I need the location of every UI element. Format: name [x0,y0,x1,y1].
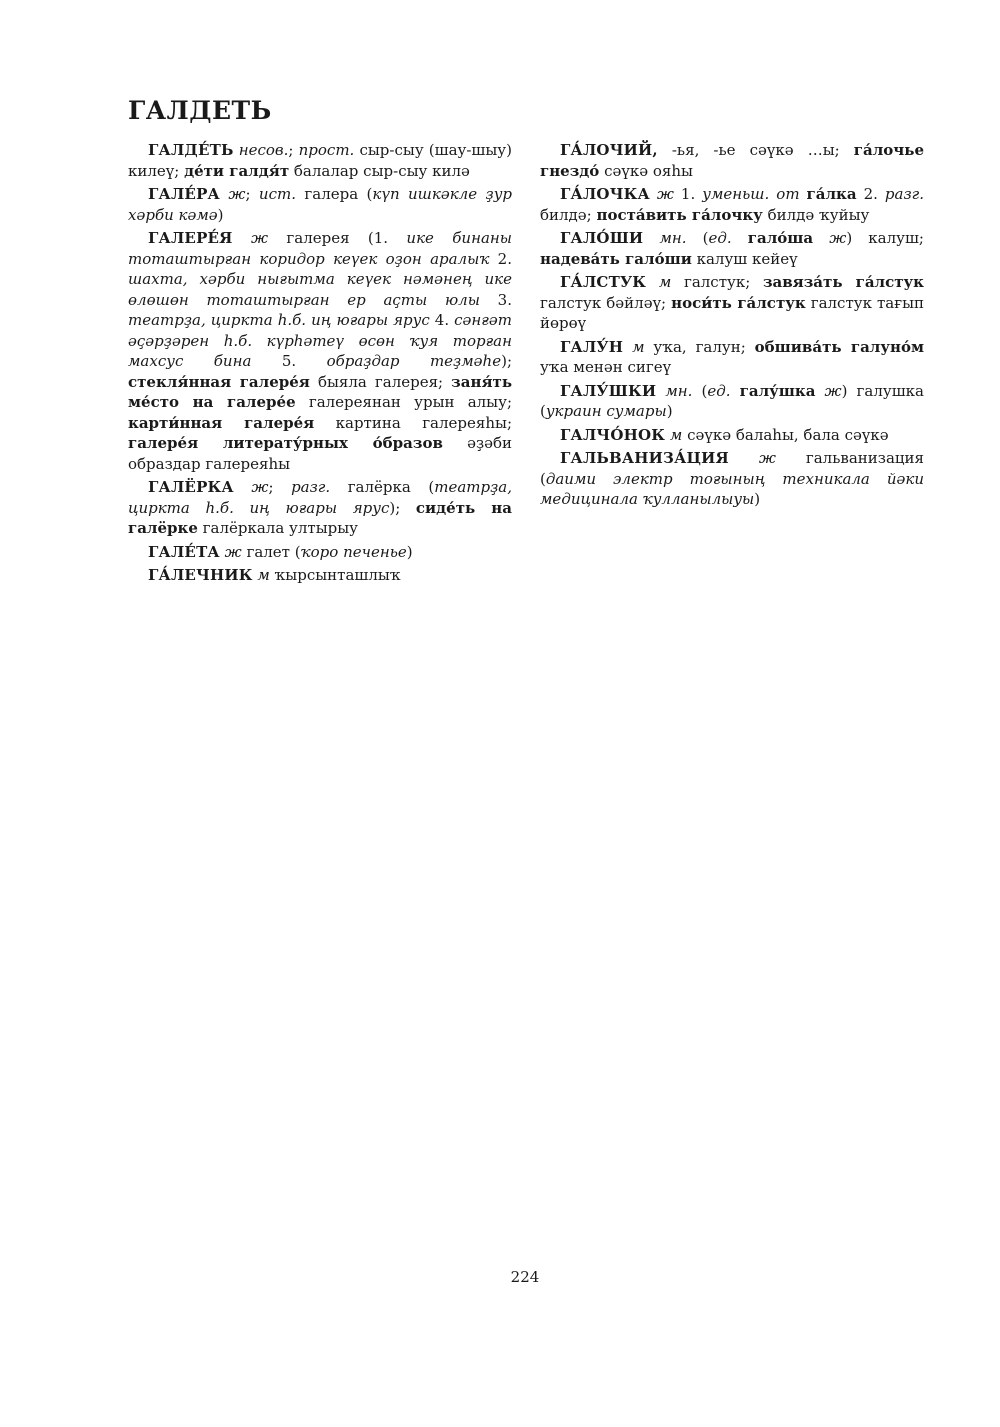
entry-text: сәүкә ояһы [599,161,693,180]
entry-phrase: завяза́ть га́лстук [762,273,924,291]
entry-headword: ГА́ЛЕЧНИК [148,566,253,584]
entry-text [646,273,659,291]
entry-phrase: галере́я литерату́рных о́бразов [128,434,443,452]
entry-phrase: гало́ша [747,229,814,247]
entry-phrase: сиде́ть на галёрке [128,498,512,537]
entry-label: даими электр тоғының техникала йәки медицинала ҡулланылыуы [540,469,924,508]
entry-label: разг. [884,185,924,203]
entry-text: калуш кейеү [691,249,798,268]
entry-phrase: носи́ть га́лстук [671,293,806,312]
entry-label: м [257,566,270,584]
entry-phrase: га́лочье гнездо́ [540,141,924,180]
entry-phrase: де́ти галдя́т [184,161,290,180]
entry-text: ); [389,498,416,517]
entry-text: галстук; [671,273,763,291]
entry-phrase: галу́шка [739,381,816,400]
entry-label: театрҙа, циркта һ.б. иң юғары ярус [128,478,512,517]
entry-text: сыр-сыу (шау-шыу) килеү; [128,141,512,180]
entry-headword: ГАЛУ́Н [560,337,624,356]
entry-text: -ья, -ье сәүкә …ы; [657,141,854,159]
entry-text [729,449,759,467]
dictionary-entry [540,272,924,334]
entry-phrase: надева́ть гало́ши [540,249,692,268]
entry-text: ; [288,141,299,159]
dictionary-entry [128,565,512,586]
dictionary-entry [128,140,512,181]
dictionary-entry [540,228,924,269]
entry-text: галёркала ултырыу [197,519,358,537]
entry-text: галереянан урын алыу; [295,393,512,411]
entry-text: ; [245,185,259,203]
entry-headword: ГА́ЛСТУК [560,273,647,291]
entry-text [650,185,657,203]
dictionary-entry [128,477,512,539]
entry-phrase: поста́вить га́лочку [596,205,763,224]
entry-label: ж [224,542,242,561]
dictionary-entry [540,381,924,422]
entry-text: 2. [856,185,885,203]
entry-label: мн. [665,381,693,400]
entry-text: 2. [489,249,512,268]
dictionary-entry [128,184,512,225]
entry-text: билдә ҡуйыу [762,205,870,224]
entry-label: разг. [291,478,331,496]
entry-text: галстук тағып йөрөү [540,293,925,332]
dictionary-entry [128,542,512,563]
entry-phrase: стекля́нная галере́я [128,372,310,391]
entry-phrase: карти́нная галере́я [128,413,315,432]
entry-headword: ГАЛДЕ́ТЬ [148,141,234,159]
entry-label: ед. [707,381,731,400]
entry-text: сәүкә балаһы, бала сәүкә [682,425,889,444]
entry-text: ( [686,229,709,247]
entry-text: 4. [429,311,455,329]
entry-label: м [669,425,683,444]
entry-label: ед. [708,229,732,247]
entry-label: украин сумары [545,402,667,420]
entry-text: гальванизация ( [540,449,924,488]
entry-label: м [632,337,645,356]
entry-text: балалар сыр-сыу килә [289,161,470,180]
entry-text [731,382,740,400]
running-head: ГАЛДЕТЬ [128,96,272,125]
entry-phrase: заня́ть ме́сто на галере́е [128,372,512,411]
entry-label: ж [824,381,842,400]
entry-text: ) [754,490,761,508]
entry-text: 1. [673,185,703,203]
entry-text: ) [217,205,224,224]
entry-headword: ГА́ЛОЧИЙ, [560,141,658,159]
entry-label: мн. [659,229,687,247]
entry-label: ж [829,229,847,247]
entry-text: ( [692,381,708,400]
entry-label: ж [228,185,246,203]
left-column [128,140,512,589]
page-number: 224 [510,1268,540,1286]
entry-text: уҡа менән сигеү [540,358,672,376]
entry-text: ; [268,478,292,496]
entry-text: галера ( [295,185,373,203]
entry-text [233,229,251,247]
entry-text: ) [406,542,413,561]
entry-text: 3. [479,290,512,309]
entry-headword: ГАЛЁРКА [148,478,234,496]
entry-text: ҡырсынташлыҡ [269,566,401,584]
entry-label: обраҙдар теҙмәһе [326,352,502,370]
entry-text: ) галушка ( [540,381,924,420]
dictionary-entry [128,228,512,474]
entry-text [643,229,659,247]
entry-text: ) [666,402,673,420]
right-column [540,140,924,513]
entry-text [234,478,252,496]
entry-text: ) калуш; [846,229,924,247]
entry-label: ж [656,185,674,203]
entry-text: уҡа, галун; [644,337,755,356]
entry-label: күп ишкәкле ҙур хәрби кәмә [128,185,512,224]
entry-label: м [658,273,672,291]
entry-label: сәнғәт әҫәрҙәрен һ.б. күрһәтеү өсөн ҡуя торған махсус бина [128,311,512,370]
entry-headword: ГА́ЛОЧКА [560,185,650,203]
entry-label: ист. [258,185,296,203]
entry-label: ҡоро печенье [300,542,407,561]
entry-headword: ГАЛЕ́ТА [148,542,220,561]
entry-label: ж [758,449,776,467]
entry-phrase: га́лка [806,185,857,203]
entry-text: быяла галерея; [309,372,452,391]
entry-text [623,338,632,356]
entry-text: 5. [251,352,327,370]
entry-headword: ГАЛЬВАНИЗА́ЦИЯ [560,449,729,467]
entry-text: галстук бәйләү; [540,293,672,312]
entry-label: шахта, хәрби нығытма кеүек нәмәнең ике өлөшөн тоташтырған ер аҫты юлы [128,270,512,309]
entry-label: прост. [298,141,355,159]
entry-text [800,185,807,203]
entry-headword: ГАЛЧО́НОК [560,425,666,444]
entry-label: театрҙа, цирктa һ.б. иң юғары ярус [128,311,430,329]
entry-text: галерея (1. [268,229,407,247]
dictionary-entry [540,448,924,510]
entry-text: әҙәби образдар галереяһы [128,434,512,473]
entry-text [656,382,665,400]
dictionary-entry [540,425,924,446]
entry-headword: ГАЛО́ШИ [560,229,644,247]
dictionary-entry [540,140,924,181]
entry-phrase: обшива́ть галуно́м [754,337,924,356]
entry-text: ); [501,352,512,370]
entry-text: картина галереяһы; [314,413,512,432]
entry-label: ике бинаны тоташтырған коридор кеүек оҙон аралыҡ [128,229,513,268]
entry-headword: ГАЛЕРЕ́Я [148,229,233,247]
entry-text [813,229,829,247]
entry-label: уменьш. от [702,185,800,203]
dictionary-entry [540,184,924,225]
entry-text: галет ( [241,542,301,561]
entry-label: ж [251,478,269,496]
entry-text [815,382,824,400]
dictionary-entry [540,337,924,378]
entry-headword: ГАЛЕ́РА [148,185,220,203]
entry-label: ж [250,229,269,247]
entry-text: билдә; [540,205,597,224]
entry-text [732,229,748,247]
entry-label: несов. [238,141,289,159]
entry-headword: ГАЛУ́ШКИ [560,381,657,400]
entry-text: галёрка ( [330,478,435,496]
